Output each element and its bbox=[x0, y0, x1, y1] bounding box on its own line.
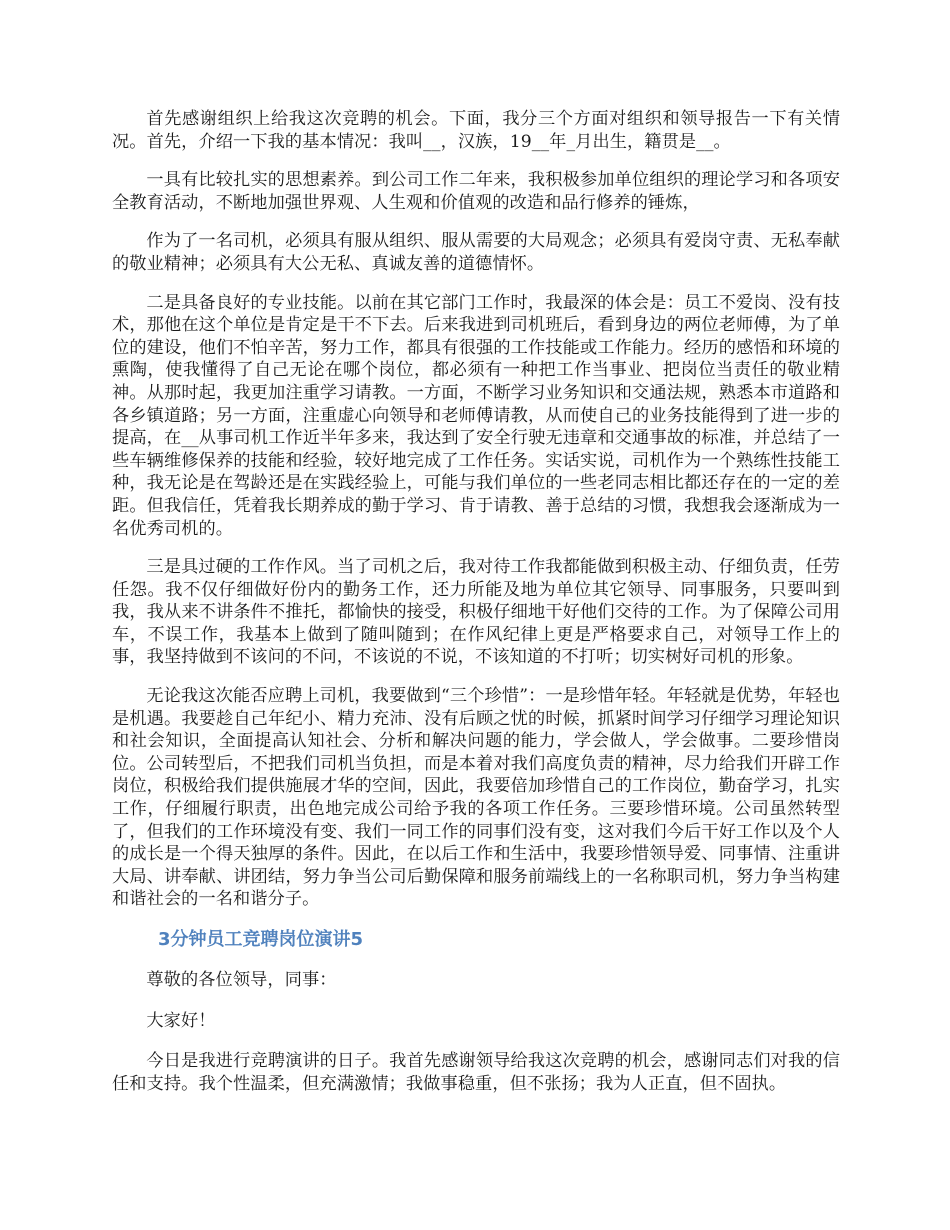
paragraph-work-style: 三是具过硬的工作作风。当了司机之后，我对待工作我都能做到积极主动、仔细负责，任劳任怨。我不仅仔细做好份内的勤务工作，还力所能及地为单位其它领导、同事服务，只要叫到我，我从来不讲条件不推托，都愉快的接受，积极仔细地干好他们交待的工作。为了保障公司用车，不误工作，我基本上做到了随叫随到；在作风纪律上更是严格要求自己，对领导工作上的事，我坚持做到不该问的不问，不该说的不说，不该知道的不打听；切实树好司机的形象。 bbox=[112, 557, 840, 668]
paragraph-three-cherish: 无论我这次能否应聘上司机，我要做到“三个珍惜”：一是珍惜年轻。年轻就是优势，年轻也是机遇。我要趁自己年纪小、精力充沛、没有后顾之忧的时候，抓紧时间学习仔细学习理论知识和社会知识，全面提高认知社会、分析和解决问题的能力，学会做人，学会做事。二要珍惜岗位。公司转型后，不把我们司机当负担，而是本着对我们高度负责的精神，尽力给我们开辟工作岗位，积极给我们提供施展才华的空间，因此，我要倍加珍惜自己的工作岗位，勤奋学习，扎实工作，仔细履行职责，出色地完成公司给予我的各项工作任务。三要珍惜环境。公司虽然转型了，但我们的工作环境没有变、我们一同工作的同事们没有变，这对我们今后干好工作以及个人的成长是一个得天独厚的条件。因此，在以后工作和生活中，我要珍惜领导爱、同事情、注重讲大局、讲奉献、讲团结，努力争当公司后勤保障和服务前端线上的一名称职司机，努力争当构建和谐社会的一名和谐分子。 bbox=[112, 686, 840, 910]
paragraph-skills: 二是具备良好的专业技能。以前在其它部门工作时，我最深的体会是：员工不爱岗、没有技术，那他在这个单位是肯定是干不下去。后来我进到司机班后，看到身边的两位老师傅，为了单位的建设，他们不怕辛苦，努力工作，都具有很强的工作技能或工作能力。经历的感悟和环境的熏陶，使我懂得了自己无论在哪个岗位，都必须有一种把工作当事业、把岗位当责任的敬业精神。从那时起，我更加注重学习请教。一方面，不断学习业务知识和交通法规，熟悉本市道路和各乡镇道路；另一方面，注重虚心向领导和老师傅请教，从而使自己的业务技能得到了进一步的提高，在__从事司机工作近半年多来，我达到了安全行驶无违章和交通事故的标准，并总结了一些车辆维修保养的技能和经验，较好地完成了工作任务。实话实说，司机作为一个熟练性技能工种，我无论是在驾龄还是在实践经验上，可能与我们单位的一些老同志相比都还存在的一定的差距。但我信任，凭着我长期养成的勤于学习、肯于请教、善于总结的习惯，我想我会逐渐成为一名优秀司机的。 bbox=[112, 292, 840, 539]
greeting: 大家好！ bbox=[146, 1010, 216, 1031]
paragraph-ideology: 一具有比较扎实的思想素养。到公司工作二年来，我积极参加单位组织的理论学习和各项安全教育活动，不断地加强世界观、人生观和价值观的改造和品行修养的锤炼， bbox=[112, 170, 840, 213]
salutation: 尊敬的各位领导，同事： bbox=[146, 970, 337, 990]
section-heading: 3分钟员工竞聘岗位演讲5 bbox=[158, 929, 364, 950]
paragraph-driver-attitude: 作为了一名司机，必须具有服从组织、服从需要的大局观念；必须具有爱岗守责、无私奉献的敬业精神；必须具有大公无私、真诚友善的道德情怀。 bbox=[112, 231, 840, 274]
document-page bbox=[112, 108, 840, 1111]
paragraph-opening: 今日是我进行竞聘演讲的日子。我首先感谢领导给我这次竞聘的机会，感谢同志们对我的信任和支持。我个性温柔，但充满激情；我做事稳重，但不张扬；我为人正直，但不固执。 bbox=[112, 1051, 840, 1094]
paragraph-intro: 首先感谢组织上给我这次竞聘的机会。下面，我分三个方面对组织和领导报告一下有关情况。首先，介绍一下我的基本情况：我叫__，汉族，19__年_月出生，籍贯是__。 bbox=[112, 109, 840, 152]
